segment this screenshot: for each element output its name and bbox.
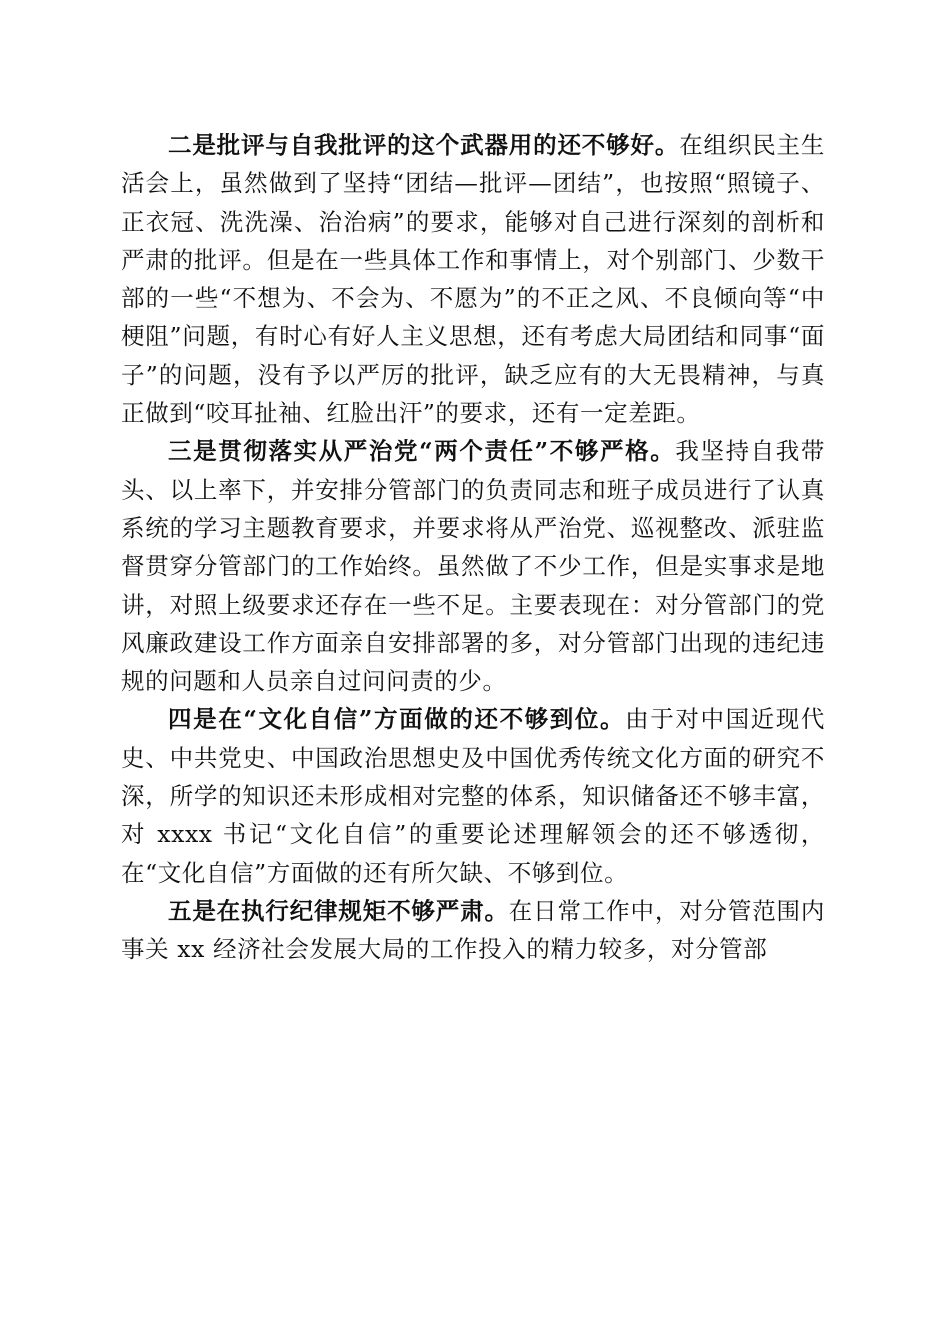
paragraph-text: 在组织民主生活会上，虽然做到了坚持“团结—批评—团结”，也按照“照镜子、正衣冠、洗洗澡、治治病”的要求，能够对自己进行深刻的剖析和严肃的批评。但是在一些具体工作和事情上，对个别部门、少数干部的一些“不想为、不会为、不愿为”的不正之风、不良倾向等“中梗阻”问题，有时心有好人主义思想，还有考虑大局团结和同事“面子”的问题，没有予以严厉的批评，缺乏应有的大无畏精神，与真正做到“咬耳扯袖、红脸出汗”的要求，还有一定差距。 (121, 131, 825, 428)
paragraph-text: 由于对中国近现代史、中共党史、中国政治思想史及中国优秀传统文化方面的研究不深，所学的知识还未形成相对完整的体系，知识储备还不够丰富，对 xxxx 书记“文化自信”的重要论述理解领会的还不够透彻，在“文化自信”方面做的还有所欠缺、不够到位。 (121, 705, 825, 887)
paragraph-heading: 五是在执行纪律规矩不够严肃。 (168, 896, 509, 925)
document-body (121, 126, 825, 969)
paragraph-heading: 三是贯彻落实从严治党“两个责任”不够严格。 (168, 437, 676, 466)
paragraph-heading: 二是批评与自我批评的这个武器用的还不够好。 (168, 131, 680, 159)
paragraph-party-discipline (121, 432, 825, 700)
paragraph-rules-discipline (121, 892, 825, 969)
paragraph-cultural-confidence (121, 700, 825, 891)
paragraph-text: 在日常工作中，对分管范围内事关 xx 经济社会发展大局的工作投入的精力较多，对分管部 (121, 896, 825, 964)
paragraph-text: 我坚持自我带头、以上率下，并安排分管部门的负责同志和班子成员进行了认真系统的学习主题教育要求，并要求将从严治党、巡视整改、派驻监督贯穿分管部门的工作始终。虽然做了不少工作，但是实事求是地讲，对照上级要求还存在一些不足。主要表现在：对分管部门的党风廉政建设工作方面亲自安排部署的多，对分管部门出现的违纪违规的问题和人员亲自过问问责的少。 (121, 437, 825, 696)
paragraph-heading: 四是在“文化自信”方面做的还不够到位。 (168, 705, 626, 734)
paragraph-criticism (121, 126, 825, 432)
